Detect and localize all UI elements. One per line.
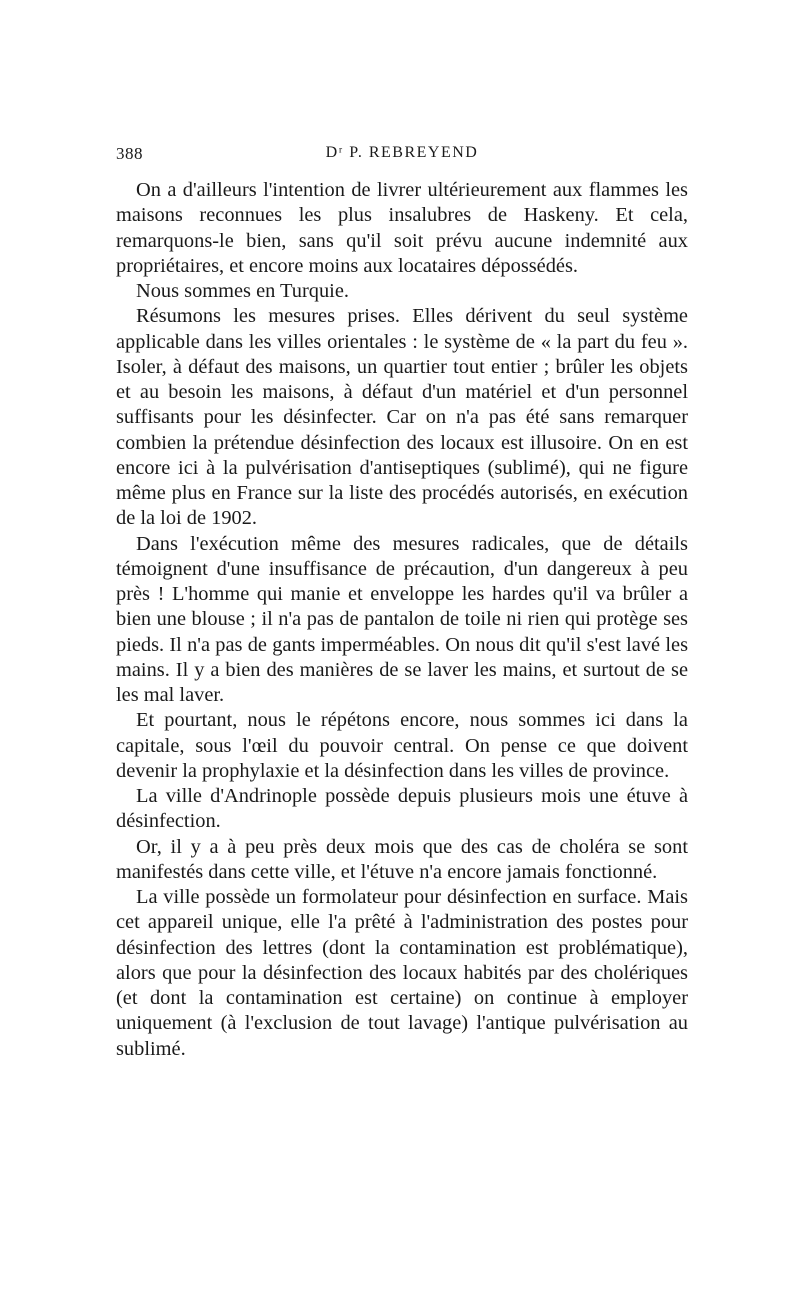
paragraph: Résumons les mesures prises. Elles dérivent du seul système applicable dans les villes orientales : le système de « la part du feu ». Isoler, à défaut des maisons, un quartier tout entier ; brûler les objets et au besoin les maisons, à défaut d'un matériel et d'un personnel suffisants pour les désinfecter. Car on n'a pas été sans remarquer combien la prétendue désinfection des locaux est illusoire. On en est encore ici à la pulvérisation d'antiseptiques (sublimé), qui ne figure même plus en France sur la liste des procédés autorisés, en exécution de la loi de 1902. [116,305,688,530]
paragraph: On a d'ailleurs l'intention de livrer ultérieurement aux flammes les maisons reconnues les plus insalubres de Haskeny. Et cela, remarquons-le bien, sans qu'il soit prévu aucune indemnité aux propriétaires, et encore moins aux locataires dépossédés. [116,179,688,277]
paragraph: Or, il y a à peu près deux mois que des cas de choléra se sont manifestés dans cette ville, et l'étuve n'a encore jamais fonctionné. [116,835,688,883]
running-head: Dʳ P. REBREYEND [325,144,479,161]
page-header [116,144,688,168]
paragraph: Et pourtant, nous le répétons encore, nous sommes ici dans la capitale, sous l'œil du pouvoir central. On pense ce que doivent devenir la prophylaxie et la désinfection dans les villes de province. [116,709,688,782]
page-number: 388 [116,144,143,163]
body-text [116,178,688,1062]
paragraph: La ville possède un formolateur pour désinfection en surface. Mais cet appareil unique, elle l'a prêté à l'administration des postes pour désinfection des lettres (dont la contamination est problématique), alors que pour la désinfection des locaux habités par des cholériques (et dont la contamination est certaine) on continue à employer uniquement (à l'exclusion de tout lavage) l'antique pulvérisation au sublimé. [116,886,688,1060]
paragraph: Nous sommes en Turquie. [136,280,349,302]
paragraph: La ville d'Andrinople possède depuis plusieurs mois une étuve à désinfection. [116,785,688,833]
paragraph: Dans l'exécution même des mesures radicales, que de détails témoignent d'une insuffisance de précaution, d'un dangereux à peu près ! L'homme qui manie et enveloppe les hardes qu'il va brûler a bien une blouse ; il n'a pas de pantalon de toile ni rien qui protège ses pieds. Il n'a pas de gants imperméables. On nous dit qu'il s'est lavé les mains. Il y a bien des manières de se laver les mains, et surtout de se les mal laver. [116,532,688,706]
